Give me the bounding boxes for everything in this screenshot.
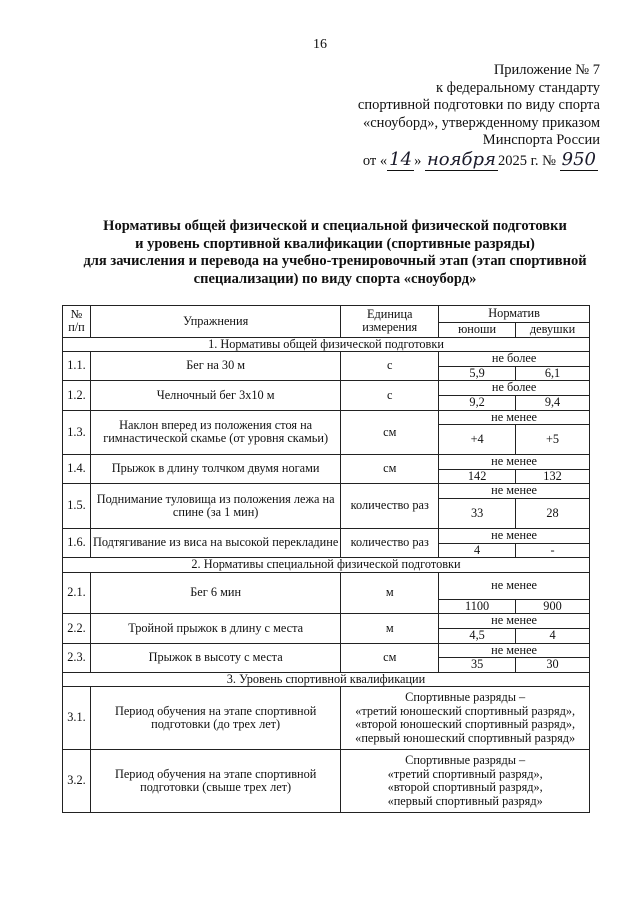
header-boys: юноши — [439, 323, 516, 338]
header-num: № п/п — [63, 306, 91, 338]
table-header-row — [63, 306, 590, 323]
ranks-cell — [341, 750, 590, 813]
condition: не более — [439, 381, 590, 396]
exercise-name: Челночный бег 3х10 м — [90, 381, 340, 410]
condition: не более — [439, 352, 590, 367]
section-title: 1. Нормативы общей физической подготовки — [63, 337, 590, 352]
condition: не менее — [439, 614, 590, 629]
rank-line: «второй спортивный разряд», — [387, 780, 543, 795]
value-girls: 28 — [516, 498, 590, 528]
exercise-name: Бег 6 мин — [90, 572, 340, 614]
exercise-name: Подтягивание из виса на высокой перекладине — [90, 528, 340, 557]
unit: см — [341, 643, 439, 672]
row-number: 1.5. — [63, 484, 91, 529]
table-row — [63, 352, 590, 367]
rank-line: «первый юношеский спортивный разряд» — [355, 730, 576, 745]
period-name: Период обучения на этапе спортивной подготовки (до трех лет) — [90, 687, 340, 750]
value-boys: 5,9 — [439, 366, 516, 381]
order-number-handwritten: 950 — [561, 149, 596, 170]
value-girls: 9,4 — [516, 395, 590, 410]
value-boys: 142 — [439, 469, 516, 484]
standards-table — [62, 305, 590, 813]
title-line: для зачисления и перевода на учебно-тренировочный этап (этап спортивной — [83, 253, 587, 270]
table-row — [63, 687, 590, 750]
appendix-line: Приложение № 7 — [493, 62, 600, 78]
exercise-name: Прыжок в высоту с места — [90, 643, 340, 672]
value-boys: 35 — [439, 658, 516, 673]
unit: см — [341, 410, 439, 455]
value-boys: 4 — [439, 543, 516, 558]
row-number: 3.2. — [63, 750, 91, 813]
title-line: Нормативы общей физической и специальной физической подготовки — [103, 218, 567, 234]
appendix-line: Минспорта России — [482, 132, 600, 148]
table-row — [63, 614, 590, 629]
order-date-line — [363, 149, 598, 171]
appendix-line: «сноуборд», утвержденному приказом — [363, 114, 600, 131]
date-day-handwritten: 14 — [389, 149, 413, 170]
appendix-heading — [300, 62, 600, 150]
section-row — [63, 558, 590, 573]
rank-line: Спортивные разряды – — [405, 753, 526, 768]
row-number: 1.2. — [63, 381, 91, 410]
header-unit: Единица измерения — [341, 306, 439, 338]
document-title — [40, 218, 630, 288]
exercise-name: Наклон вперед из положения стоя на гимнастической скамье (от уровня скамьи) — [90, 410, 340, 455]
table-row — [63, 381, 590, 396]
header-girls: девушки — [516, 323, 590, 338]
period-name: Период обучения на этапе спортивной подготовки (свыше трех лет) — [90, 750, 340, 813]
unit: м — [341, 614, 439, 643]
condition: не менее — [439, 572, 590, 599]
appendix-line: спортивной подготовки по виду спорта — [357, 97, 600, 113]
unit: с — [341, 381, 439, 410]
condition: не менее — [439, 643, 590, 658]
table-row — [63, 528, 590, 543]
value-girls: 132 — [516, 469, 590, 484]
table-row — [63, 410, 590, 425]
exercise-name: Поднимание туловища из положения лежа на спине (за 1 мин) — [90, 484, 340, 529]
date-month-handwritten: ноября — [426, 149, 496, 170]
table-row — [63, 750, 590, 813]
unit: с — [341, 352, 439, 381]
row-number: 1.6. — [63, 528, 91, 557]
row-number: 1.3. — [63, 410, 91, 455]
appendix-line: к федеральному стандарту — [436, 79, 600, 96]
header-norm: Норматив — [439, 306, 590, 323]
condition: не менее — [439, 455, 590, 470]
value-boys: 1100 — [439, 599, 516, 614]
exercise-name: Бег на 30 м — [90, 352, 340, 381]
section-row — [63, 337, 590, 352]
table-row — [63, 455, 590, 470]
exercise-name: Тройной прыжок в длину с места — [90, 614, 340, 643]
rank-line: «второй юношеский спортивный разряд», — [355, 717, 576, 732]
rank-line: «третий спортивный разряд», — [387, 766, 543, 781]
value-boys: 9,2 — [439, 395, 516, 410]
value-boys: 4,5 — [439, 628, 516, 643]
value-girls: 900 — [516, 599, 590, 614]
value-girls: 30 — [516, 658, 590, 673]
title-line: специализации) по виду спорта «сноуборд» — [193, 270, 477, 287]
row-number: 3.1. — [63, 687, 91, 750]
table-row — [63, 572, 590, 599]
exercise-name: Прыжок в длину толчком двумя ногами — [90, 455, 340, 484]
unit: количество раз — [341, 484, 439, 529]
value-boys: 33 — [439, 498, 516, 528]
unit: м — [341, 572, 439, 614]
condition: не менее — [439, 484, 590, 499]
row-number: 2.2. — [63, 614, 91, 643]
condition: не менее — [439, 528, 590, 543]
value-girls: +5 — [516, 425, 590, 455]
condition: не менее — [439, 410, 590, 425]
table-row — [63, 643, 590, 658]
header-exercise: Упражнения — [90, 306, 340, 338]
date-year: 2025 г. № — [497, 153, 557, 169]
page-number: 16 — [313, 37, 327, 52]
row-number: 2.1. — [63, 572, 91, 614]
date-mid: » — [414, 153, 422, 169]
ranks-cell — [341, 687, 590, 750]
section-row — [63, 672, 590, 687]
table-row — [63, 484, 590, 499]
row-number: 2.3. — [63, 643, 91, 672]
row-number: 1.4. — [63, 455, 91, 484]
value-girls: 6,1 — [516, 366, 590, 381]
rank-line: «первый спортивный разряд» — [387, 793, 543, 808]
section-title: 2. Нормативы специальной физической подготовки — [63, 558, 590, 573]
date-prefix: от « — [362, 153, 388, 169]
row-number: 1.1. — [63, 352, 91, 381]
value-girls: - — [516, 543, 590, 558]
unit: см — [341, 455, 439, 484]
value-boys: +4 — [439, 425, 516, 455]
unit: количество раз — [341, 528, 439, 557]
rank-line: Спортивные разряды – — [405, 690, 526, 705]
value-girls: 4 — [516, 628, 590, 643]
rank-line: «третий юношеский спортивный разряд», — [355, 703, 576, 718]
title-line: и уровень спортивной квалификации (спортивные разряды) — [135, 235, 535, 252]
section-title: 3. Уровень спортивной квалификации — [63, 672, 590, 687]
